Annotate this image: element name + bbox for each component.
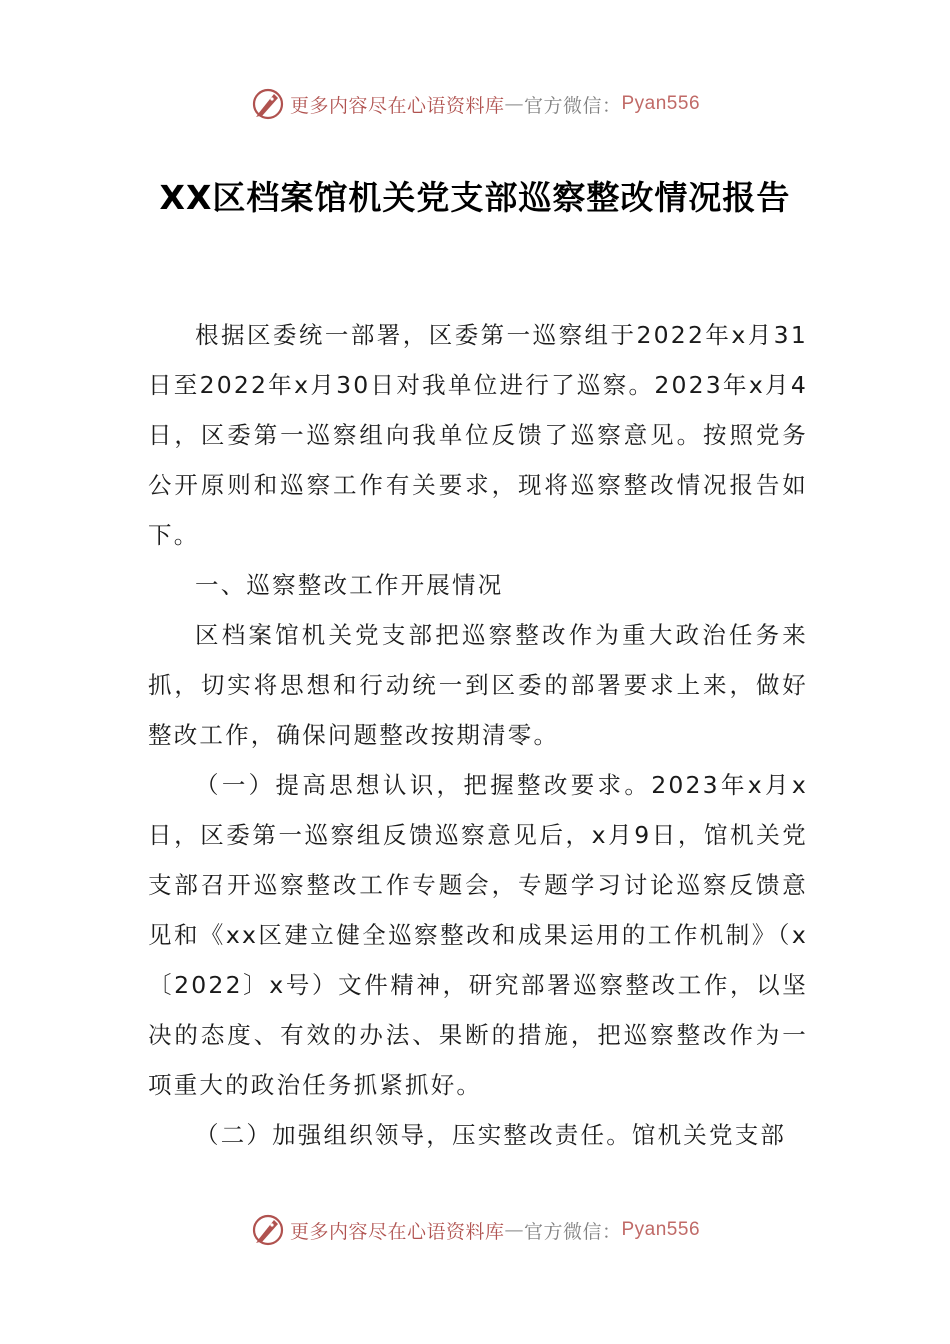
pen-nib-logo-icon [250, 1212, 286, 1248]
watermark-dash: — [504, 93, 524, 115]
paragraph-subsection-1: （一）提高思想认识，把握整改要求。2023年x月x日，区委第一巡察组反馈巡察意见后，x月9日，馆机关党支部召开巡察整改工作专题会，专题学习讨论巡察反馈意见和《xx区建立健全巡察整改和成果运用的工作机制》（x〔2022〕x号）文件精神，研究部署巡察整改工作，以坚决的态度、有效的办法、果断的措施，把巡察整改作为一项重大的政治任务抓紧抓好。 [148, 771, 808, 1099]
watermark-wechat-id: Pyan556 [621, 93, 701, 114]
watermark-main-text: 更多内容尽在心语资料库 [289, 1220, 505, 1243]
section-heading-1: 一、巡察整改工作开展情况 [195, 571, 504, 599]
watermark-wechat-id: Pyan556 [621, 1219, 701, 1240]
watermark-sub-text: 官方微信： [523, 94, 622, 117]
paragraph-intro: 根据区委统一部署，区委第一巡察组于2022年x月31日至2022年x月30日对我单位进行了巡察。2023年x月4日，区委第一巡察组向我单位反馈了巡察意见。按照党务公开原则和巡察工作有关要求，现将巡察整改情况报告如下。 [148, 321, 808, 549]
watermark-main-text: 更多内容尽在心语资料库 [289, 94, 505, 117]
document-title: XX区档案馆机关党支部巡察整改情况报告 [159, 178, 791, 217]
paragraph-section-1: 区档案馆机关党支部把巡察整改作为重大政治任务来抓，切实将思想和行动统一到区委的部署要求上来，做好整改工作，确保问题整改按期清零。 [148, 621, 808, 749]
document-body [148, 310, 808, 1160]
watermark-footer [0, 1210, 950, 1250]
watermark-header [0, 84, 950, 124]
watermark-sub-text: 官方微信： [523, 1220, 622, 1243]
watermark-dash: — [504, 1219, 524, 1241]
paragraph-subsection-2: （二）加强组织领导，压实整改责任。馆机关党支部 [195, 1121, 787, 1149]
pen-nib-logo-icon [250, 86, 286, 122]
